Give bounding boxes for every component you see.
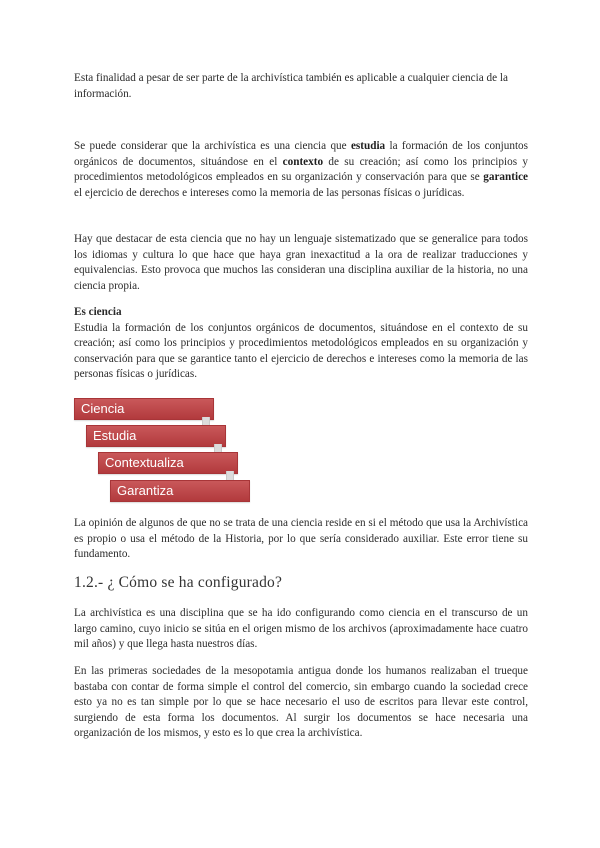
- bold-term-garantice: garantice: [483, 171, 528, 184]
- text-run: el ejercicio de derechos e intereses como la memoria de las personas físicas o jurídicas.: [74, 186, 465, 199]
- section-heading: 1.2.- ¿ Cómo se ha configurado?: [74, 574, 283, 591]
- text-run: la formación de los conjuntos orgánicos de documentos, situándose en el: [74, 140, 529, 168]
- paragraph-disciplina: La archivística es una disciplina que se ha ido configurando como ciencia en el transcurso de un largo camino, cuyo inicio se sitúa en el origen mismo de los archivos (aproximadamente hace cuatro mil años) y que llega hasta nuestros días.: [74, 607, 528, 651]
- connector-arrow: [202, 417, 210, 429]
- arrow-down-icon: [223, 482, 237, 489]
- step-garantiza: Garantiza: [110, 480, 250, 502]
- arrow-down-icon: [199, 428, 213, 435]
- text-run: de su creación; así como los principios y procedimientos metodológicos empleados en su organización y conservación para que se: [74, 155, 528, 184]
- paragraph-es-ciencia: [74, 305, 528, 383]
- text-run: Se puede considerar que la archivística es una ciencia que: [74, 140, 351, 152]
- paragraph-mesopotamia: En las primeras sociedades de la mesopotamia antigua donde los humanos realizaban el trueque bastaba con contar de forma simple el control del comercio, sin embargo cuando la sociedad crece esto ya no es tan simple por lo que se hace necesario el uso de escritos para llevar este control, surgiendo de esta forma los documentos. Al surgir los documentos se hace necesaria una organización de los mismos, y esto es lo que crea la archivística.: [74, 665, 528, 740]
- paragraph-es-ciencia-body: Estudia la formación de los conjuntos orgánicos de documentos, situándose en el contexto de su creación; así como los principios y procedimientos metodológicos empleados en su organización y conservación para que se garantice tanto el ejercicio de derechos e intereses como la memoria de las personas físicas o jurídicas.: [74, 321, 528, 381]
- step-estudia: Estudia: [86, 425, 226, 447]
- paragraph-opinion: La opinión de algunos de que no se trata de una ciencia reside en si el método que usa la Archivística es propio o usa el método de la Historia, por lo que sería considerado auxiliar. Este error tiene su fundamento.: [74, 517, 528, 561]
- bold-term-estudia: estudia: [350, 140, 386, 152]
- paragraph-finalidad: Esta finalidad a pesar de ser parte de la archivística también es aplicable a cualquier ciencia de la información.: [74, 72, 508, 100]
- step-contextualiza: Contextualiza: [98, 452, 238, 474]
- arrow-down-icon: [211, 455, 225, 462]
- step-ciencia: Ciencia: [74, 398, 214, 420]
- paragraph-ciencia-definicion: [74, 139, 528, 201]
- paragraph-lenguaje: Hay que destacar de esta ciencia que no hay un lenguaje sistematizado que se generalice para todos los idiomas y cultura lo que hace que haya gran inexactitud a la ora de realizar traducciones y equivalencias. Esto provoca que muchos las consideran una disciplina auxiliar de la historia, no una ciencia propia.: [74, 233, 528, 292]
- connector-arrow: [226, 471, 234, 483]
- connector-arrow: [214, 444, 222, 456]
- bold-term-contexto: contexto: [282, 155, 324, 168]
- subheading-es-ciencia: Es ciencia: [74, 306, 122, 318]
